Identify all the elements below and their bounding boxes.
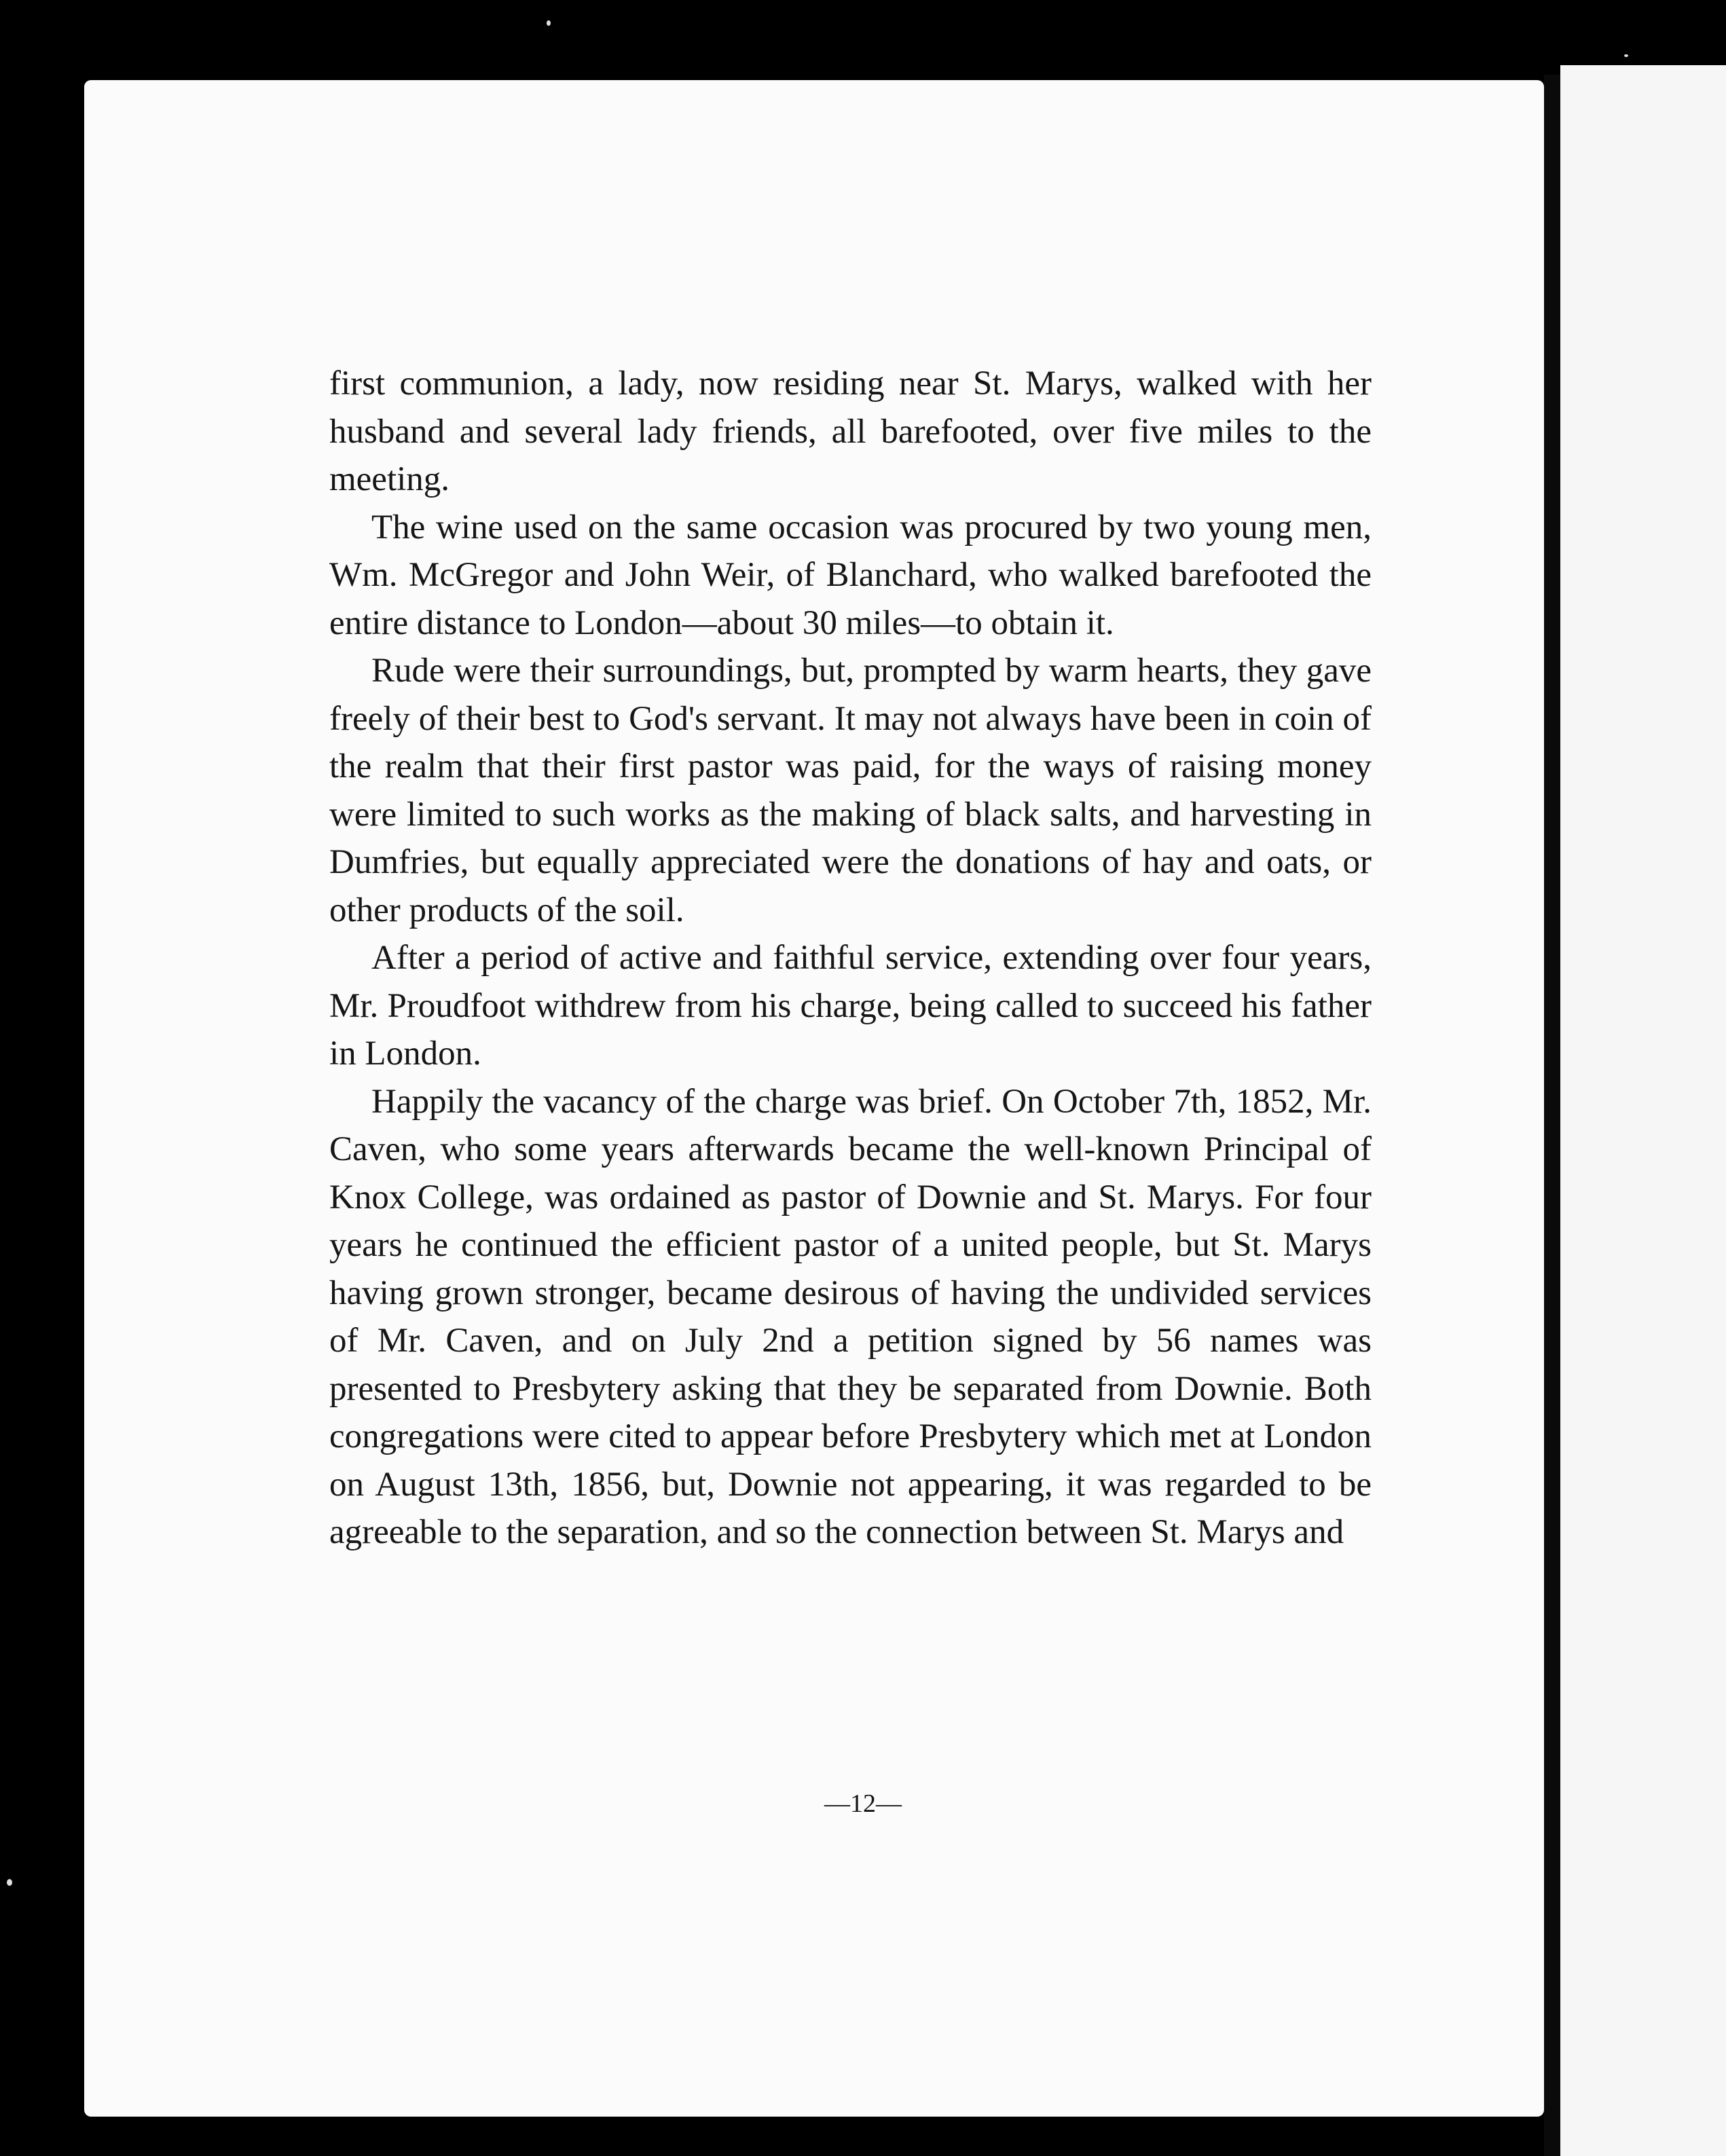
facing-page-edge [1560, 65, 1726, 2156]
paragraph-4: After a period of active and faithful service, extending over four years, Mr. Proudfoot withdrew from his charge, being called to succeed his father in London. [329, 939, 1372, 1073]
paragraph-5: Happily the vacancy of the charge was brief. On October 7th, 1852, Mr. Caven, who some years afterwards became the well-known Principal of Knox College, was ordained as pastor of Downie and St. Marys. For four years he continued the efficient pastor of a united people, but St. Marys having grown stronger, became desirous of having the undivided services of Mr. Caven, and on July 2nd a petition signed by 56 names was presented to Presbytery asking that they be separated from Downie. Both congregations were cited to appear before Presbytery which met at London on August 13th, 1856, but, Downie not appearing, it was regarded to be agreeable to the separation, and so the connection between St. Marys and [329, 1082, 1372, 1551]
page-number: —12— [824, 1789, 902, 1818]
scan-speck [1624, 54, 1628, 57]
page-text [329, 360, 1372, 1557]
scan-speck [7, 1879, 12, 1886]
paragraph-1: first communion, a lady, now residing near St. Marys, walked with her husband and several lady friends, all barefooted, over five miles to the meeting. [329, 365, 1372, 498]
paragraph-3: Rude were their surroundings, but, prompted by warm hearts, they gave freely of their best to God's servant. It may not always have been in coin of the realm that their first pastor was paid, for the ways of raising money were limited to such works as the making of black salts, and harvesting in Dumfries, but equally appreciated were the donations of hay and oats, or other products of the soil. [329, 652, 1372, 929]
book-gutter [1544, 75, 1560, 2156]
paragraph-2: The wine used on the same occasion was procured by two young men, Wm. McGregor and John Weir, of Blanchard, who walked barefooted the entire distance to London—about 30 miles—to obtain it. [329, 508, 1372, 642]
scan-speck [547, 20, 551, 26]
